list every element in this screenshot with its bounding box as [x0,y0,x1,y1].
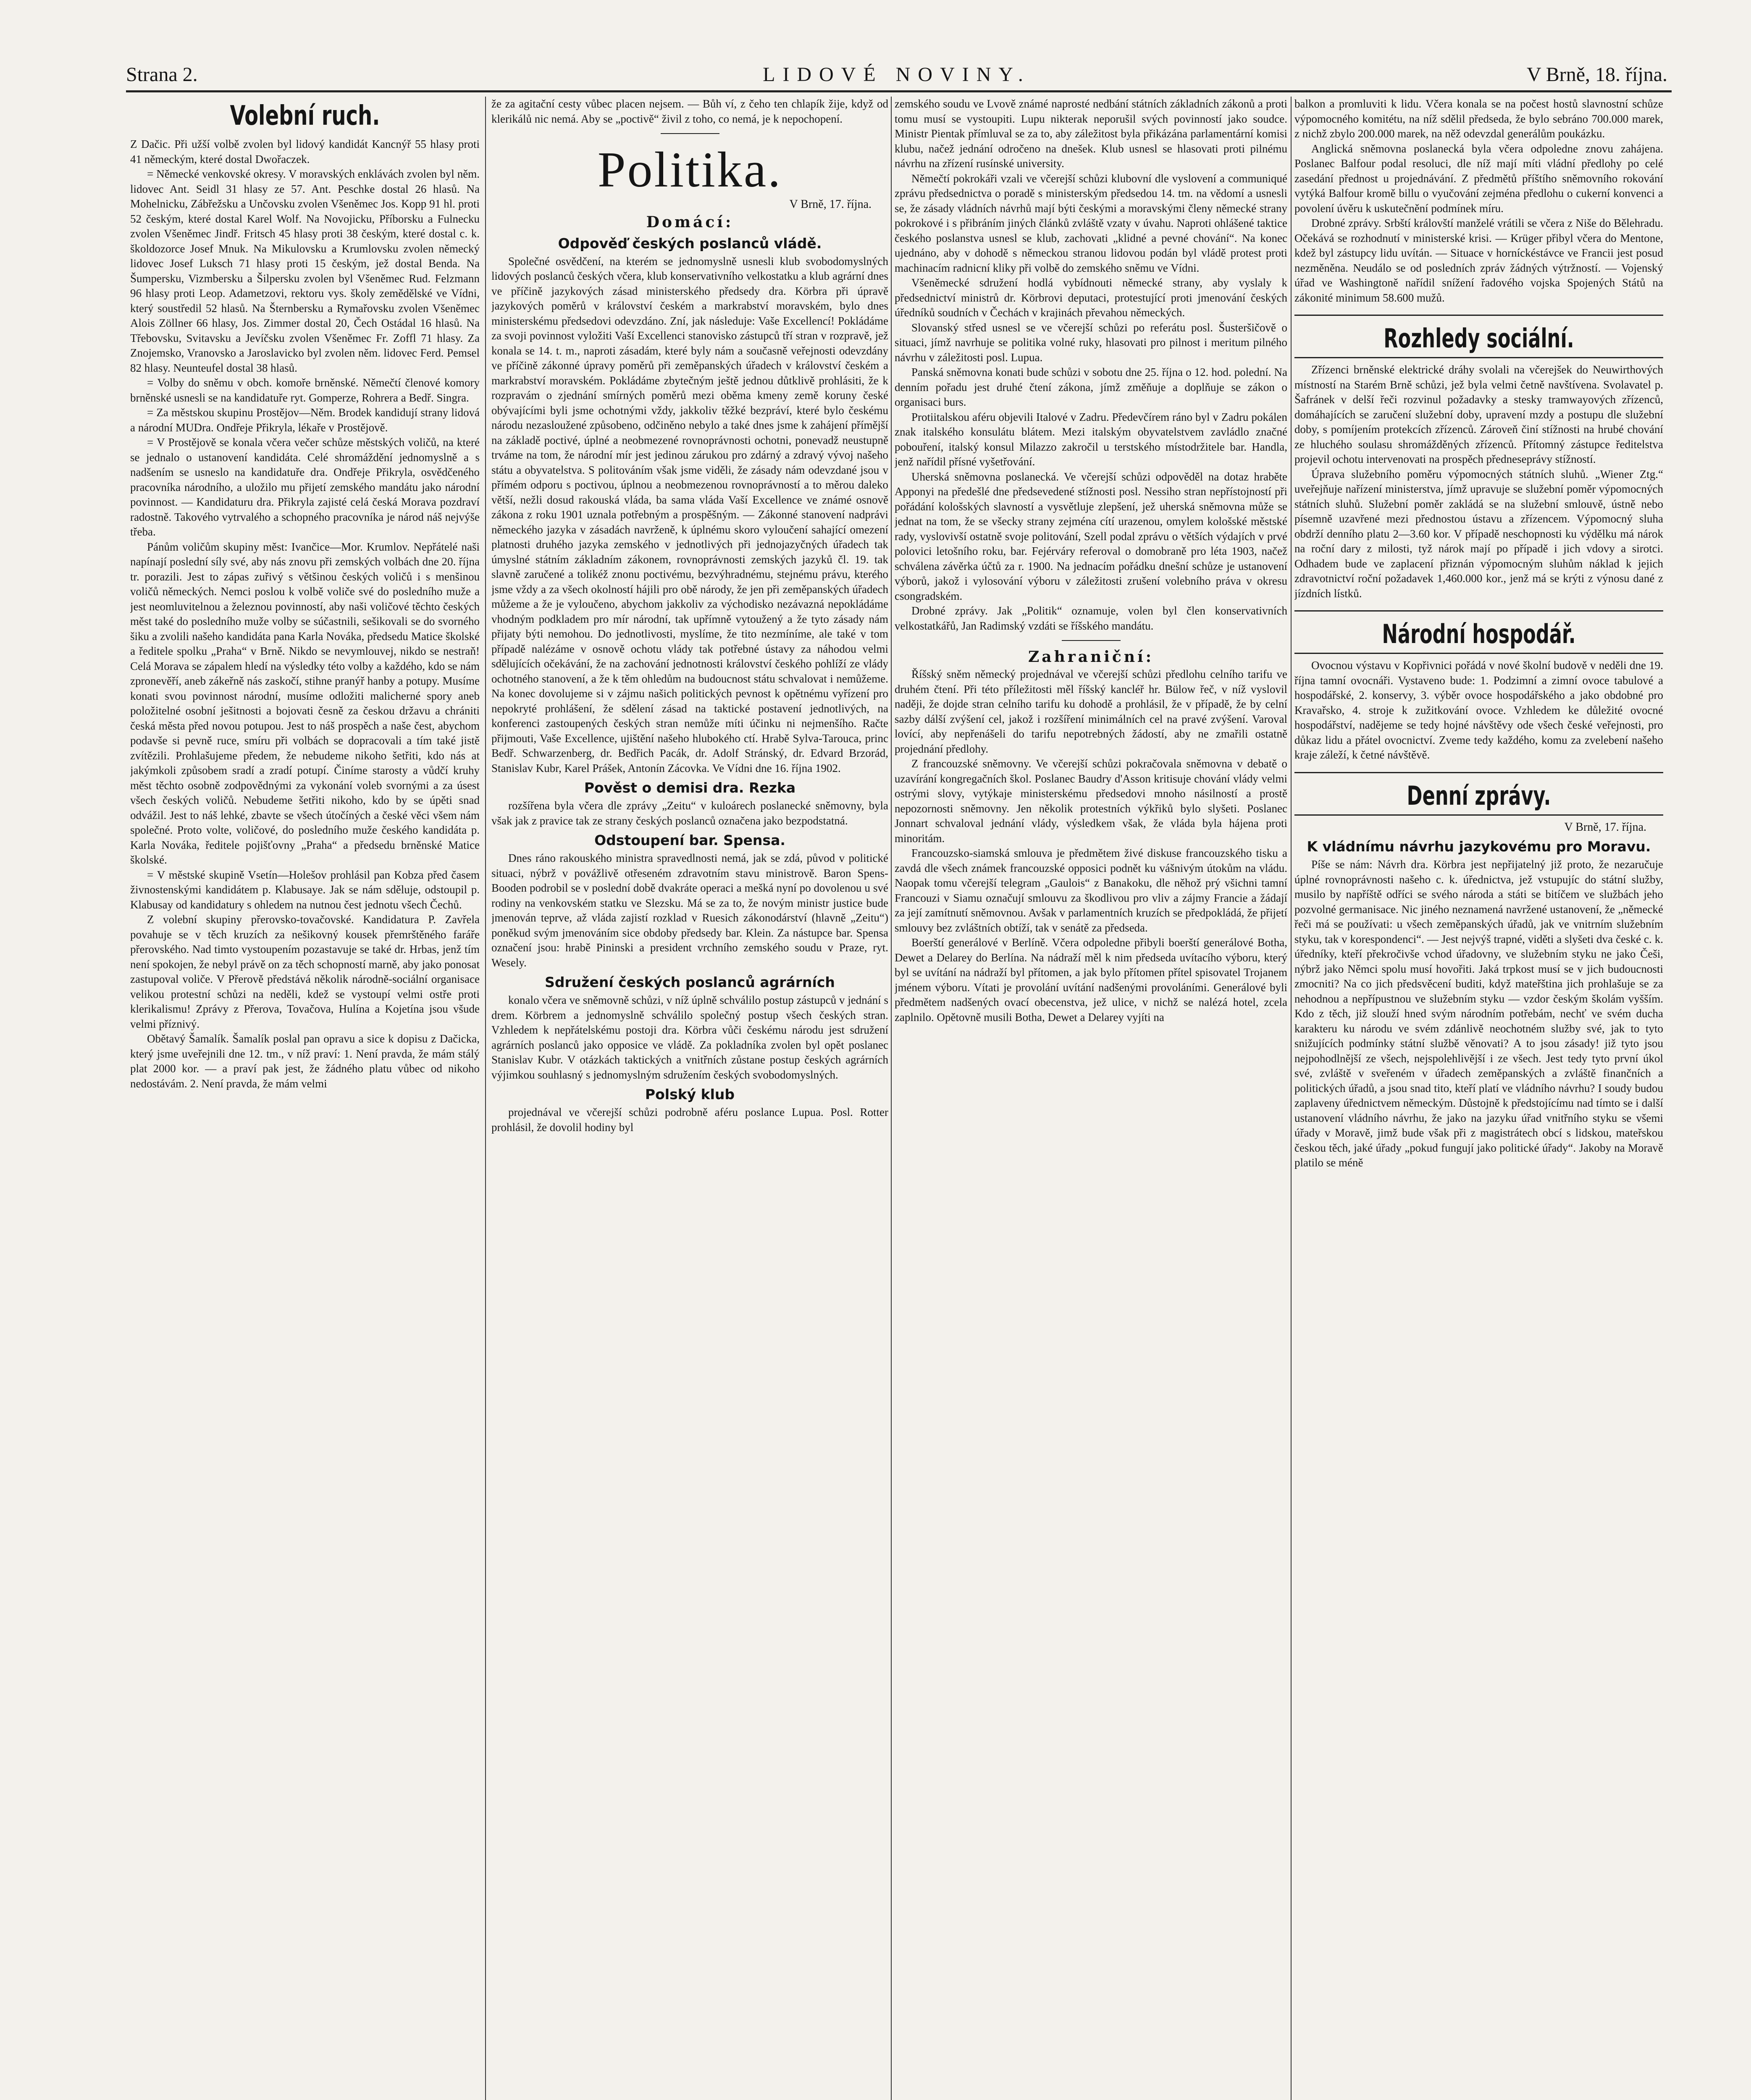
newspaper-title: LIDOVÉ NOVINY. [763,63,1031,86]
article-paragraph: Uherská sněmovna poslanecká. Ve včerejší schůzi odpověděl na dotaz hraběte Apponyi na předešlé dne předsevedené stížnosti posl. Nessiho stran nepřístojností při pořádání kološských slavností a vysvětluje zlepšení, jež uherská sněmovna může se jednat na tom, že se všecky strany zejména cítí urazenou, omylem kološské městské rady, vyslovivší ostatně svoje politování, Szell podal zprávu o větších výdajích v prvé polovici letošního roku, bar. Fejérváry referoval o domobraně pro léta 1903, načež schválena závěrka účtů za r. 1900. Na jednacím pořádku dnešní schůze je ustanovení výborů, jakož i vylosování výboru v záležitosti zrušení volebního práva v okresu csongradském. [895,470,1287,602]
article-paragraph: Píše se nám: Návrh dra. Körbra jest nepřijatelný již proto, že nezaručuje úplné rovnoprávnosti našeho c. k. úřednictva, jež vstupujíc do státní služby, musilo by napříště odříci se svého národa a státi se bitíčem ve službách jeho pozvolné germanisace. Nic jiného neznamená navržené ustanovení, že „německé řeči má se používati: u všech zeměpanských úřadů, jak ve vnitrním služebním styku, tak v korespondenci“. — Jest nejvýš trapné, viděti a slyšeti dva české c. k. úředníky, kteří překročivše vchod úřadovny, ve služebním styku ne jako Češi, nýbrž jako Němci spolu musí hovořiti. Jaká trpkost musí se v jich budoucnosti zmocniti? Na co jich předsvěcení buditi, když mateřština jich prohlašuje se za nehodnou a nepřípustnou ve služebním styku — vzdor českým školám vyšším. Kdo z těch, již slouží hned svým národním potřebám, nechť ve svém ducha karakteru ku národu ve svém zdánlivě neochotném služby své, jak to tyto snižujících podmínky státní službě věnovati? A to jsou zásady! již tyto jsou nejpohodlnější ze všech, nejspolehlivější i ze všech. Jest tedy tyto první úkol své, zvláště v sveřeném v úřadech zeměpanských a zvláště finančních a politických úřadů, a jsou snad tito, kteří platí ve vládního návrhu? I soudy budou zaplaveny úřednictvem německým. Důstojně k předstojícímu nad tímto se i další ustanovení vládního návrhu, že jako na jazyku úřad vnitřního styku se všemi úřady v Moravě, jimž bude však při z magistrátech obcí s lidskou, mateřskou českou těch, jaké úřady „pokud fungují jako politické úřady“. Jakoby na Moravě platilo se méně [1294,858,1663,1169]
article-paragraph: = Volby do sněmu v obch. komoře brněnské. Němečtí členové komory brněnské usnesli se na kandidatuře ryt. Gomperze, Rohrera a Bedř. Singra. [130,376,480,404]
column-1 [130,97,480,2100]
article-paragraph: Obětavý Šamalík. Šamalík poslal pan opravu a sice k dopisu z Dačicka, který jsme uveřejnili dne 12. tm., v níž praví: 1. Není pravda, že mám stálý plat 2000 kor. — a praví pak jest, že žádného platu vůbec od nikoho nedostávám. 2. Není pravda, že mám velmi [130,1032,480,1090]
article-paragraph: = Německé venkovské okresy. V moravských enklávách zvolen byl něm. lidovec Ant. Seidl 31 hlasy ze 57. Ant. Peschke dostal 26 hlasů. Na Mohelnicku, Zábřežsku a Unčovsku zvolen Všeněmec Jos. Kopp 91 hl. proti 52 českým, které dostal Karel Wolf. Na Novojicku, Příborsku a Fulnecku zvolen Všeněmec Jindř. Fritsch 45 hlasy proti 38 českým, které dostal c. k. školdozorce Josef Mnuk. Na Mikulovsku a Krumlovsku zvolen německý lidovec Josef Luksch 71 hlasy proti 15 českým, jež dostal Benda. Na Šumpersku, Vizmbersku a Šilpersku zvolen byl Všeněmec Rud. Felzmann 96 hlasy proti Leop. Adametzovi, rektoru vys. školy zemědělské ve Vídni, který soustředil 52 hlasů. Na Šternbersku a Rymařovsku zvolen Všeněmec Alois Zöllner 66 hlasy, Jos. Zimmer dostal 20, Čech Ostádal 16 hlasů. Na Třebovsku, Svitavsku a Jevíčsku zvolen Všeněmec Fr. Zoffl 71 hlasy. Za Znojemsko, Vranovsko a Jaroslavicko byl zvolen něm. lidovec Ferd. Pemsel 82 hlasy. Neunteufel dostal 38 hlasů. [130,168,480,374]
article-paragraph: konalo včera ve sněmovně schůzi, v níž úplně schválilo postup zástupců v jednání s drem. Körbrem a jednomyslně schválilo společný postup všech českých stran. Vzhledem k nepřátelskému postoji dra. Körbra vůči českému národu jest sdružení agrárních poslanců jako opposice ve vládě. Za pokladníka zvolen byl opět poslanec Stanislav Kubr. V otázkách taktických a vnitřních zůstane postup českých agrárních výjimkou souhlasný s jednomyslným sdružením českých svobodomyslných. [491,994,888,1081]
section-heading-volebni-ruch: Volební ruch. [230,100,380,131]
article-paragraph: že za agitační cesty vůbec placen nejsem. — Bůh ví, z čeho ten chlapík žije, když od klerikálů nic nemá. Aby se „poctivě“ živil z toho, co nemá, je k nepochopení. [491,97,888,125]
article-heading: Pověst o demisi dra. Rezka [584,780,796,796]
article-paragraph: Z volební skupiny přerovsko-tovačovské. Kandidatura P. Zavřela povahuje se v těch kruzích za nešikovný kousek přemrštěného faráře přerovského. Nad timto vystoupením pozastavuje se také dr. Hrbas, jenž tím není spokojen, že nebyl právě on za těch schopností marně, aby jako ponosat zastupoval voliče. V Přerově předstává několik národně-sociální organisace velikou protestní schůzi na neděli, kdež se vystoupí velmi ostře proti klerikalismu! Zprávy z Přerova, Tovačova, Hulína a Kojetína jsou všude velmi příznivý. [130,913,480,1030]
column-2 [491,97,888,2100]
article-paragraph: Ovocnou výstavu v Kopřivnici pořádá v nové školní budově v neděli dne 19. října tamní ovocnáři. Vystaveno bude: 1. Podzimní a zimní ovoce tabulové a hospodářské, 2. konservy, 3. výběr ovoce hospodářského a jako obdobné pro Kravařsko, 4. stroje k zužitkování ovoce. Vzhledem ke důležité ovocné hospodářství, nadějeme se tedy hojné návštěvy ode všech české veřejnosti, pro důkaz lidu a přátel ovocnictví. Zveme tedy každého, komu za zvelebení našeho kraje záleží, k četné návštěvě. [1294,659,1663,761]
article-heading: Sdružení českých poslanců agrárních [545,974,835,990]
section-heading-politika: Politika. [597,142,782,197]
column-divider [485,97,486,2100]
article-paragraph: Úprava služebního poměru výpomocných státních sluhů. „Wiener Ztg.“ uveřejňuje nařízení ministerstva, jímž upravuje se služební poměr výpomocných státních sluhů. Služební poměr zakládá se na služební smlouvě, ústně nebo písemně uzavřené mezi přednostou ústavu a zřízencem. Výpomocný sluha obdrží denního platu 2—3.60 kor. V případě neschopnosti ku výdělku má nárok na roční dary z milosti, tyž nárok mají po případě i jich vdovy a sirotci. Odhadem bude ve zaplacení přiznán výpomocným sluhům náklad k jejich zdravotnictví roční požadavek 1,460.000 kor., jenž má se krýti z výnosu dané z jízdních lístků. [1294,467,1663,600]
article-paragraph: Říšský sněm německý projednával ve včerejší schůzi předlohu celního tarifu ve druhém čtení. Při této příležitosti měl říšský kancléř hr. Bülow řeč, v níž vyslovil naději, že dojde stran celního tarifu ku dohodě a prohlásil, že v případě, že by celní sazby dálší zvýšení cel, jakož i rozšíření minimálních cel na pravé zvýšení. Varoval lovící, aby nepřenášeli do tarifu nepotrebných žádostí, aby ne zmařili ostatně projednání předlohy. [895,668,1287,755]
subsection-zahranicni: Zahraniční: [1028,648,1154,666]
article-paragraph: projednával ve včerejší schůzi podrobně aféru poslance Lupua. Posl. Rotter prohlásil, že dovolil hodiny byl [491,1106,888,1134]
section-heading-narodni-hospodar: Národní hospodář. [1382,619,1576,649]
article-paragraph: Z francouzské sněmovny. Ve včerejší schůzi pokračovala sněmovna v debatě o uzavírání kongregačních škol. Poslanec Baudry d'Asson kritisuje chování vlády velmi ostrými slovy, vytýkaje ministerskému předsedovi mnoho násilností a prostě nepozornosti sněmovny. Jen několik protestních výkřiků bylo slyšeti. Poslanec Jonnart schvaloval jednání vlády, výsledkem však, že vláda byla hájena proti minoritám. [895,757,1287,845]
article-paragraph: Zřízenci brněnské elektrické dráhy svolali na včerejšek do Neuwirthových místností na Starém Brně schůzi, jež byla velmi četně navštívena. Svolavatel p. Šafránek v delší řeči rozvinul požadavky a stesky tramwayových zřízenců, domáhajících se zaručení služební doby, upravení mzdy a postupu dle služební doby, s pomíjením protekcích zřízenců. Zároveň činí stížnosti na hrubé chování ze hluchého soulasu shromážděných zřízenců. Přítomný zástupce ředitelstva projevil ochotu intervenovati na prospěch předneseprávy stížností. [1294,363,1663,465]
section-box [1294,610,1663,654]
article-paragraph: Němečtí pokrokáři vzali ve včerejší schůzi klubovní dle vyslovení a communiqué zprávu předsednictva o poradě s ministerským předsedou 14. tm. na vědomí a usnesli se, že zásady vládních návrhů mají býti českými a moravskými členy německé strany pokrokové i s přibráním jiných článků zvláště vzaty v úvahu. Naproti ohlášené taktice českého poslanstva usnesl se klub, zachovati „klidné a pevné chování“. Na konec ujednáno, aby v dohodě s německou stranou lidovou podán byl vládě protest proti machinacím radnicní kliky při volbě do zemského sněmu ve Vídni. [895,172,1287,274]
article-paragraph: Panská sněmovna konati bude schůzi v sobotu dne 25. října o 12. hod. polední. Na denním pořadu jest druhé čtení zákona, jímž změňuje a doplňuje se zákon o organisaci burs. [895,366,1287,408]
article-paragraph: = V městské skupině Vsetín—Holešov prohlásil pan Kobza před časem živnostenskými kandidátem p. Klabusaye. Jak se nám sděluje, odstoupil p. Klabusay od kandidatury s ohledem na nutnou čest jednotu všech Čechů. [130,868,480,911]
article-paragraph: Slovanský střed usnesl se ve včerejší schůzi po referátu posl. Šusteršičově o situaci, jímž navrhuje se politika volné ruky, hlasovati pro pilnost i meritum pilného návrhu v záležitosti posl. Lupua. [895,321,1287,364]
article-paragraph: zemského soudu ve Lvově známé naprosté nedbání státních základních zákonů a proti tomu musí se vystoupiti. Lupu nikterak neporušil svých povinností jako soudce. Ministr Pientak přímluval se za to, aby záležitost byla přikázána parlamentární komisi klubu, načež jednání odročeno na dnešek. Klub usnesl se hlasovati proti pilnému návrhu na zřízení rusínské university. [895,97,1287,170]
column-4 [1294,97,1663,2100]
subsection-domaci: Domácí: [646,213,734,231]
section-box [1294,315,1663,358]
section-dateline: V Brně, 17. října. [789,198,872,211]
article-paragraph: Dnes ráno rakouského ministra spravedlnosti nemá, jak se zdá, původ v politické situaci, nýbrž v povážlivě otřeseném zdravotním stavu ministrově. Baron Spens-Booden podrobil se v poslední době dvakráte operaci a mešká nyní po dovolenou u své rodiny na venkovském statku ve Slezsku. Má se za to, že novým ministr justice bude jmenován teprve, až vláda zajistí rozklad v Ruesich zákonodárství (hlavně „Zeitu“) poněkud svým jmenováním sice obdoby předsedy bar. Klein. Za nástupce bar. Spensa označení jsou: hrabě Pininski a president vrchního zemského soudu v Praze, ryt. Wesely. [491,852,888,969]
article-heading: Odstoupení bar. Spensa. [594,832,785,848]
article-paragraph: Drobné zprávy. Srbští královští manželé vrátili se včera z Niše do Bělehradu. Očekává se rozhodnutí v ministerské krisi. — Krüger přibyl včera do Mentone, kdež byl zástupcy lidu uvítán. — Situace v horníckéstávce ve Francii jest posud nezměněna. Neudálo se od posledních zpráv žádných výtržností. — Vojenský úřad ve Washingtoně nařídil snížení řadového vojska Spojených Států na zákonité minimum 58.600 mužů. [1294,217,1663,304]
article-paragraph: Francouzsko-siamská smlouva je předmětem živé diskuse francouzského tisku a zavdá dle všech známek francouzské opposici podnět ku vášnivým útokům na vládu. Naopak tomu včerejší telegram „Gaulois“ z Banakoku, dle něhož prý všichni tamní Francouzi v Siamu označují smlouvu za škodlivou pro vliv a zájmy Francie a žádají za její zamítnutí sněmovnou. Avšak v parlamentních kruzích se předpokládá, že přijetí smlouvy bez zvláštních obtíží, tak v senátě za předseda. [895,847,1287,934]
masthead [126,63,1667,92]
article-paragraph: = Za městskou skupinu Prostějov—Něm. Brodek kandidují strany lidová a národní MUDra. Ondřeje Přikryla, lékaře v Prostějově. [130,406,480,434]
article-paragraph: Společné osvědčení, na kterém se jednomyslně usnesli klub svobodomyslných lidových poslanců českých včera, klub konservativního velkostatku a klub agrární dnes ve příčině jazykových zásad ministerského předsedy dra. Körbra při úpravě jazykových poměrů v království českém a markrabství moravském, bylo dnes ministerskému předsedovi odevzdáno. Zní, jak následuje: Vaše Excellencí! Pokládáme za svoji povinnost vyložiti Vaší Excellenci stanovisko zástupců tří stran v rozpravě, jež konala se 14. t. m., naproti zásadám, které byly nám a současně veřejnosti odevzdány ve příčině zákonné úpravy poměrů při zeměpanských úřadech v království českém a markrabství moravském. Pokládáme zbytečným ještě jednou důtklivě prohlásiti, že k rozpravám o zjednání smírných poměrů mezi oběma kmeny země koruny české obývajícími byli jsme ochotnými vždy, jakkoliv těžké bezpráví, které bylo českému národu nezasloužené způsobeno, odčiněno nebylo a také dnes jsme k zahájení přímější na základě poctivé, úplné a neobmezené rovnoprávnosti ochotni, ponevadž neustupně trváme na tom, že národní mír jest jedinou zárukou pro zdárný a zdravý vývoj našeho státu a obyvatelstva. S politováním však jsme viděli, že zásady nám odevzdané jsou v přímém odporu s poctivou, úplnou a neobmezenou rovnoprávností a to měrou daleko větší, nežli dosud rakouská vláda, ba sama vláda Vaší Excellence ve známé osnově zákona z roku 1901 uznala potřebným a prospěšným. — Zákonné stanovení nadprávi německého jazyka v zásadách navrženě, k úplnému skoro vyloučení sahající omezení platnosti druhého jazyka zemského v jednotlivých při jednojazyčných úřadech tak úmyslné státním základním zákonem, rovnoprávnosti zemských jazyků čl. 19. tak slavně zaručené a tolikéž znonu poctivému, bezvýhradnému, stejnému právu, kterého jsme vždy a za všech okolností hájili pro obě národy, že jen při zeměpanských úřadech můžeme a že je vyloučeno, abychom jakkoliv za východisko nezávazná nepokládáme vhodným podkladem pro mír národní, tak upřímně vytoužený a že tyto zásady nám přijaty býti nemohou. Do jednotlivosti, myslíme, že tito nezmíníme, ale také v tom případě nalézáme v osnově ochotu vlády tak potřebné ústavy za náhodou velmi sdělujících očekávání, že na zachování jednotnosti království českého pohlíží ze vlády ochotného stanovení, a že k těm ohledům na budoucnost státu schvalovat i nemůžeme. Na konec dovolujeme si v zájmu našich politických pevnost k opětnému vyřízení pro nepokryté prohlášení, že sdělení zásad na taktické postavení jednotlivých, na konferenci zastoupených českých stran nemůže míti účinku ni nejmenšího. Račte přijmouti, Vaše Excellence, ujištění našeho hlubokého ctí. Hrabě Sylva-Tarouca, princ Bedř. Schwarzenberg, dr. Bedřich Pacák, dr. Adolf Stránský, dr. Edvard Brzorád, Stanislav Kubr, Karel Prášek, Antonín Zácovka. Ve Vídni dne 16. října 1902. [491,255,888,774]
article-paragraph: Všeněmecké sdružení hodlá vybídnouti německé strany, aby vyslaly k předsednictví ministrů dr. Körbrovi deputaci, protestující proti jmenování českých úředníků soudních v Čechách v krajinách převahou německých. [895,276,1287,319]
article-paragraph: balkon a promluviti k lidu. Včera konala se na počest hostů slavnostní schůze výpomocného komitétu, na níž sdělil předseda, že bylo sebráno 700.000 marek, z nichž zbylo 200.000 marek, na něž odevzdal generálům poukázku. [1294,97,1663,140]
short-rule [1062,640,1121,641]
article-heading: Polský klub [645,1086,735,1102]
short-rule [661,133,719,134]
article-paragraph: Boerští generálové v Berlíně. Včera odpoledne přibyli boerští generálové Botha, Dewet a Delarey do Berlína. Na nádraží měl k nim předseda uvítacího výboru, který byl se uvítání na nádraží byl přítomen, a jak bylo přítomen přítel spisovatel Trojanem jménem výboru. Vítati je provolání uvítání nadšenými provoláními. Generálové byli předmětem nadšených ovací obecenstva, jež ulice, v nichž se nalézá hotel, zcela zaplnilo. Opětovně musili Botha, Dewet a Delarey vyjíti na [895,936,1287,1024]
article-paragraph: rozšířena byla včera dle zprávy „Zeitu“ v kuloárech poslanecké sněmovny, byla však jak z pravice tak ze strany českých poslanců označena jako bezpodstatná. [491,799,888,827]
article-paragraph: Drobné zprávy. Jak „Politik“ oznamuje, volen byl člen konservativních velkostatkářů, Jan Radimský vzdáti se říšského mandátu. [895,604,1287,632]
article-paragraph: Anglická sněmovna poslanecká byla včera odpoledne znovu zahájena. Poslanec Balfour podal resoluci, dle níž mají míti vládní předlohy po celé zasedání přednost u projednávání. Z předmětů příštího sněmovního rokování vytýká Balfour kromě billu o vyučování zejména předlohu o cukerní konvenci a povolení úvěru k uskutečnění podmínek míru. [1294,142,1663,215]
article-paragraph: Z Dačic. Při užší volbě zvolen byl lidový kandidát Kancnýř 55 hlasy proti 41 německým, které dostal Dwořaczek. [130,138,480,165]
article-paragraph: Pánům voličům skupiny měst: Ivančice—Mor. Krumlov. Nepřátelé naši napínají poslední síly své, aby nás znovu při zemských volbách dne 20. října tr. porazili. Jest to zápas zuřivý s většinou českých voličů i s menšinou voličů německých. Nemci poslou k volbě voliče své do posledního muže a jest neomluvitelnou a železnou povinností, aby naši voličové těchto českých měst také do posledního muže volby se súčastnili, sešikovali se do svorného šiku a zvolili našeho kandidáta pana Karla Nováka, předsedu Matice školské a ředitele spolku „Praha“ v Brně. Nikdo se nevymlouvej, nikdo se nestraň! Celá Morava se zápalem hledí na výsledky této volby a každého, kdo se nám zpronevěří, aneb zákeřně nás zaskočí, stihne pranýř hanby a potupy. Musíme konati svou povinnost národní, musíme odložiti malicherné spory aneb položitelné osobní ješitnosti a bojovati česně za českou državu a chrániti česká města před novou potupou. Jest to náš prospěch a naše čest, abychom podavše si pevně ruce, smíru při volbách se dopracovali a tím také jistě zvítězili. Prohlašujeme předem, že nebudeme nikoho šetřiti, kdo nás at jakýmkoli způsobem sradí a zradí potupí. Činíme starosty a vůdčí kruhy měst těchto osobně zodpovědnými za vykonání voleb svornými a za úsest všech českých voličů. Nebudeme šetřiti nikoho, kdo by se úpěti snad odvážil. Jest to náš lehké, zbavte se všech útočíných a české věci všem nám společné. Proto volte, voličové, do posledního muže českého kandidáta p. Karla Nováka, ředitele pojišťovny „Praha“ a předsedu brněnské Matice školské. [130,540,480,866]
column-divider [891,97,892,2100]
column-divider [1291,97,1292,2100]
page-number: Strana 2. [126,63,198,86]
article-heading: K vládnímu návrhu jazykovému pro Moravu. [1307,838,1651,855]
dateline: V Brně, 18. října. [1526,63,1667,86]
header-rule [126,90,1672,92]
article-paragraph: Protiitalskou aféru objevili Italové v Zadru. Předevčírem ráno byl v Zadru pokálen znak italského konsulátu blátem. Mezi italským obyvatelstvem zavládlo značné pobouření, italský konsul Milazzo zakročil u terstského místodržitele bar. Handla, jenž nařídil přísné vyšetřování. [895,410,1287,468]
section-box [1294,772,1663,816]
article-paragraph: = V Prostějově se konala včera večer schůze městských voličů, na které se jednalo o ustanovení kandidáta. Celé shromáždění jednomyslně a s nadšením se usneslo na kandidatuře dra. Ondřeje Přikryla, osvědčeného pracovníka národního, a uložilo mu přijetí zemského mandátu jako národní povinnost. — Kandidaturu dra. Přikryla zajisté celá česká Morava pozdraví radostně. Takového vytrvalého a schopného pracovníka je národ náš nejvýše třeba. [130,436,480,538]
section-heading-denni-zpravy: Denní zprávy. [1407,780,1551,811]
column-3 [895,97,1287,2100]
section-heading-rozhledy: Rozhledy sociální. [1383,323,1574,354]
article-heading: Odpověď českých poslanců vládě. [558,235,822,252]
section-dateline: V Brně, 17. října. [1564,820,1646,834]
